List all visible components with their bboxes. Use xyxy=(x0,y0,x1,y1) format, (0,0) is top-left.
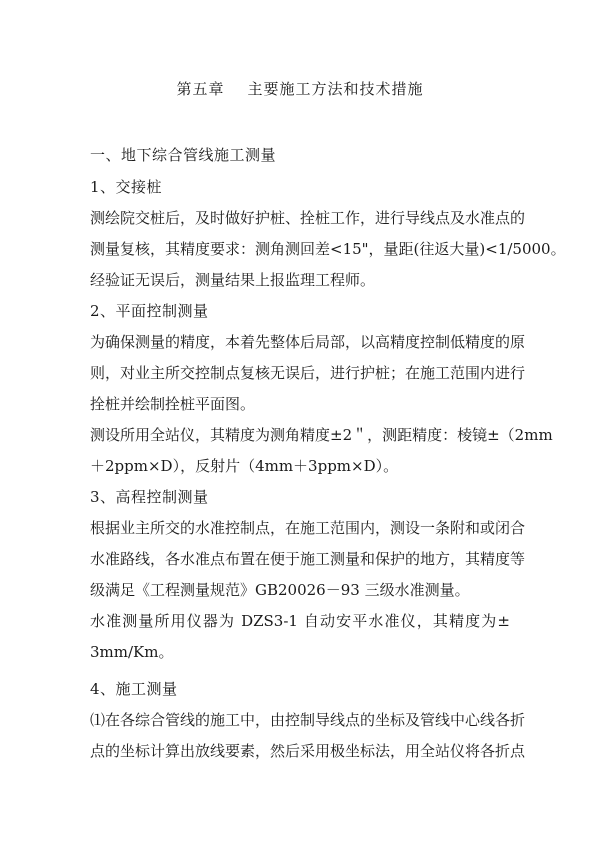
subsection-1 xyxy=(90,172,566,296)
paragraph-line: 级满足《工程测量规范》GB20026－93 三级水准测量。 xyxy=(90,581,470,599)
section-heading: 一、地下综合管线施工测量 xyxy=(90,146,277,164)
subsection-heading: 3、高程控制测量 xyxy=(90,488,209,506)
paragraph-line: 水准测量所用仪器为 DZS3-1 自动安平水准仪，其精度为± xyxy=(90,612,510,630)
paragraph-line: 测设所用全站仪，其精度为测角精度±2＂，测距精度：棱镜±（2mm xyxy=(90,426,553,444)
subsection-heading: 1、交接桩 xyxy=(90,178,163,196)
paragraph-line: 水准路线，各水准点布置在便于施工测量和保护的地方，其精度等 xyxy=(90,550,526,568)
paragraph-line: 点的坐标计算出放线要素，然后采用极坐标法，用全站仪将各折点 xyxy=(90,742,526,760)
paragraph-line: 3mm/Km。 xyxy=(90,643,174,661)
subsection-4 xyxy=(90,674,526,767)
paragraph-line: 为确保测量的精度，本着先整体后局部，以高精度控制低精度的原 xyxy=(90,333,526,351)
paragraph-line: 测绘院交桩后，及时做好护桩、拴桩工作，进行导线点及水准点的 xyxy=(90,209,526,227)
paragraph-line: ⑴在各综合管线的施工中，由控制导线点的坐标及管线中心线各折 xyxy=(90,711,526,729)
subsection-heading: 2、平面控制测量 xyxy=(90,302,209,320)
paragraph-line: 根据业主所交的水准控制点，在施工范围内，测设一条附和或闭合 xyxy=(90,519,526,537)
paragraph-line: 则，对业主所交控制点复核无误后，进行护桩；在施工范围内进行 xyxy=(90,364,526,382)
subsection-2 xyxy=(90,296,553,482)
paragraph-line: 经验证无误后，测量结果上报监理工程师。 xyxy=(90,271,376,289)
paragraph-line: 测量复核，其精度要求：测角测回差<15"，量距(往返大量)<1/5000。 xyxy=(90,240,566,258)
paragraph-line: 拴桩并绘制拴桩平面图。 xyxy=(90,395,256,413)
section-block xyxy=(90,140,510,171)
subsection-heading: 4、施工测量 xyxy=(90,680,178,698)
subsection-3 xyxy=(90,482,526,668)
paragraph-line: ＋2ppm×D），反射片（4mm＋3ppm×D）。 xyxy=(90,457,399,475)
chapter-title: 第五章 主要施工方法和技术措施 xyxy=(176,80,424,98)
